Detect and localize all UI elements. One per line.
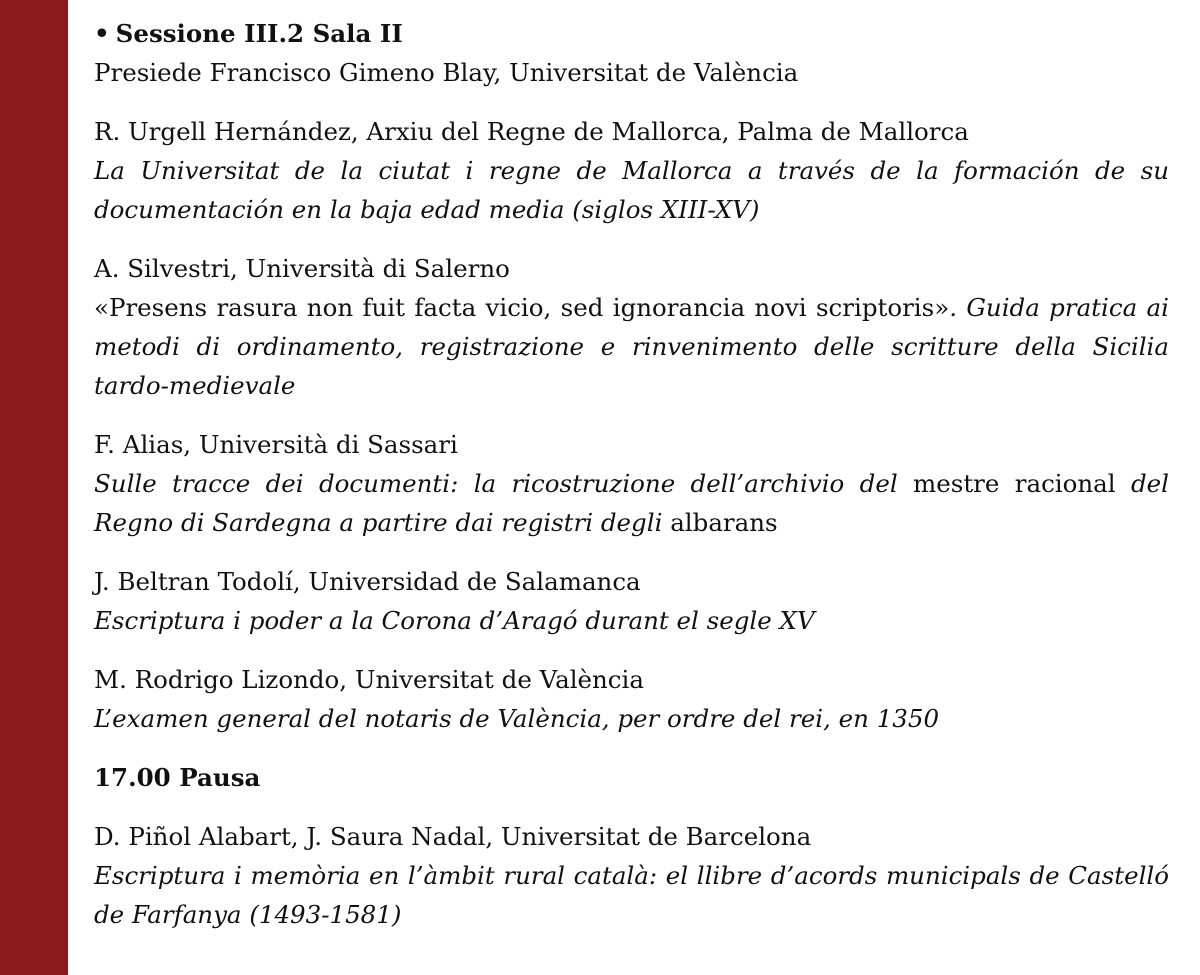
talk-author: M. Rodrigo Lizondo, Universitat de València — [94, 665, 644, 694]
talk-title: Escriptura i memòria en l’àmbit rural català: el llibre d’acords municipals de Castelló de Farfanya (1493-1581) — [94, 861, 1169, 929]
talk-4 — [94, 562, 1169, 640]
talk-title — [94, 464, 1169, 542]
talk-author: R. Urgell Hernández, Arxiu del Regne de Mallorca, Palma de Mallorca — [94, 117, 969, 146]
talk-title: Escriptura i poder a la Corona d’Aragó durant el segle XV — [94, 606, 815, 635]
talk-title-quote: «Presens rasura non fuit facta vicio, sed ignorancia novi scriptoris» — [94, 293, 950, 322]
talk-title-term1: mestre racional — [897, 469, 1131, 498]
talk-2 — [94, 249, 1169, 405]
talk-6 — [94, 817, 1169, 934]
talk-title-term2: albarans — [662, 508, 778, 537]
talk-title: La Universitat de la ciutat i regne de Mallorca a través de la formación de su documentación en la baja edad media (siglos XIII-XV) — [94, 156, 1169, 224]
pause-block — [94, 758, 1169, 797]
talk-title: L’examen general del notaris de València, per ordre del rei, en 1350 — [94, 704, 940, 733]
talk-5 — [94, 660, 1169, 738]
decorative-sidebar — [0, 0, 68, 975]
session-content — [94, 14, 1169, 934]
talk-author: J. Beltran Todolí, Universidad de Salamanca — [94, 567, 641, 596]
talk-3 — [94, 425, 1169, 542]
talk-title-rest: . Guida pratica ai metodi di ordinamento, registrazione e rinvenimento delle scritture della Sicilia tardo-medievale — [94, 293, 1169, 400]
pause-label: 17.00 Pausa — [94, 763, 261, 792]
talk-title — [94, 288, 1169, 405]
talk-author: D. Piñol Alabart, J. Saura Nadal, Universitat de Barcelona — [94, 822, 812, 851]
session-chair: Presiede Francisco Gimeno Blay, Universitat de València — [94, 58, 799, 87]
session-heading — [94, 14, 1169, 53]
bullet-icon: • — [94, 19, 110, 48]
talk-author: A. Silvestri, Università di Salerno — [94, 254, 510, 283]
talk-title-part2: del Regno di Sardegna a partire dai registri degli — [94, 469, 1169, 537]
talk-1 — [94, 112, 1169, 229]
talk-author: F. Alias, Università di Sassari — [94, 430, 458, 459]
session-title: Sessione III.2 Sala II — [115, 19, 403, 48]
talk-title-part1: Sulle tracce dei documenti: la ricostruzione dell’archivio del — [94, 469, 898, 498]
